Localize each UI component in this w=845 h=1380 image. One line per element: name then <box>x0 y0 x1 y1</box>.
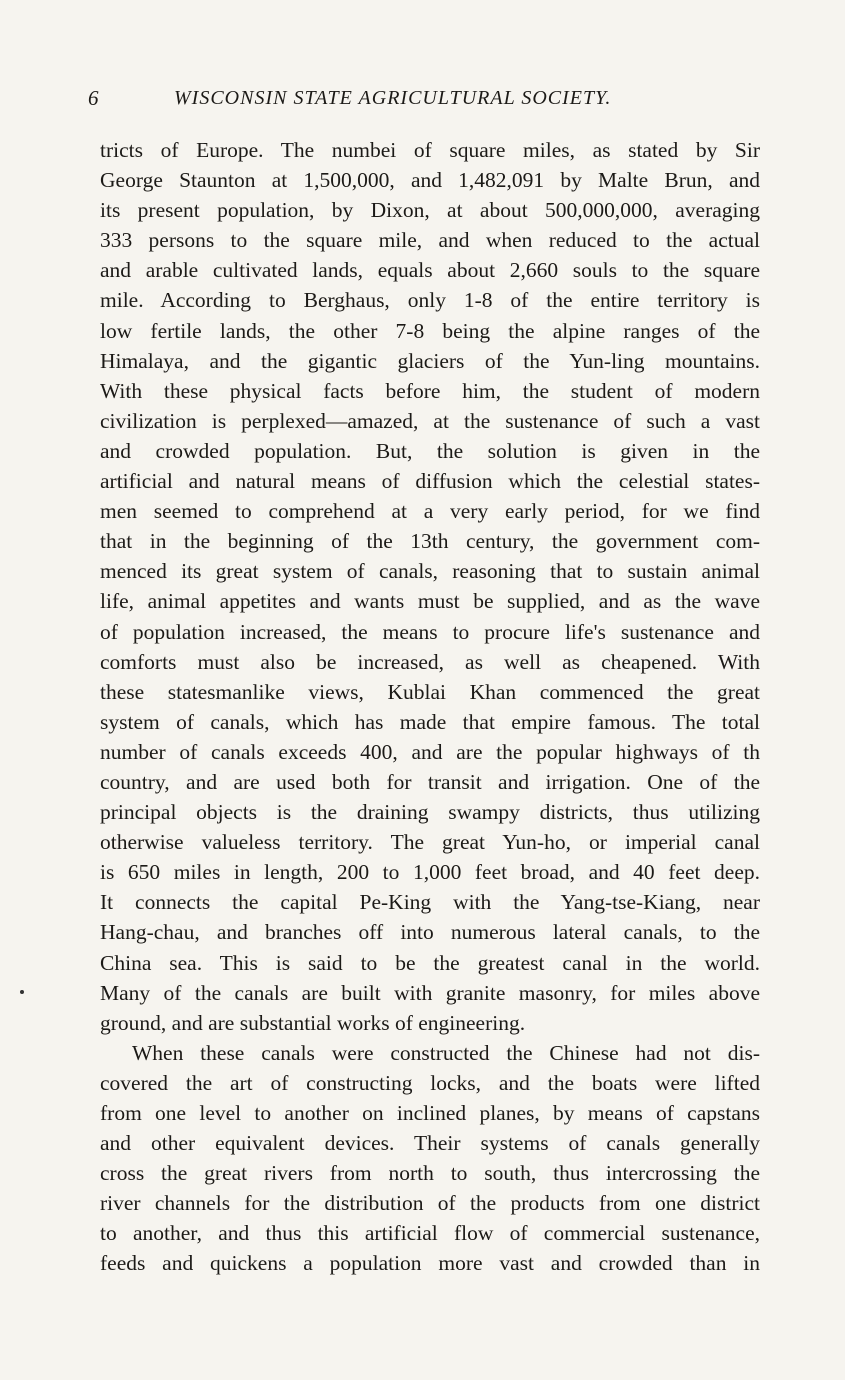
text-line: civilization is perplexed—amazed, at the sustenance of such a vast <box>100 408 760 433</box>
ink-speck <box>20 990 24 994</box>
text-line: from one level to another on inclined planes, by means of capstans <box>100 1101 760 1125</box>
text-line: 333 persons to the square mile, and when reduced to the actual <box>100 228 760 253</box>
text-line: its present population, by Dixon, at about 500,000,000, averaging <box>100 198 760 223</box>
text-line: Himalaya, and the gigantic glaciers of the Yun-ling mountains. <box>100 348 760 373</box>
text-line: feeds and quickens a population more vast and crowded than in <box>100 1251 760 1276</box>
running-title: WISCONSIN STATE AGRICULTURAL SOCIETY. <box>174 87 612 109</box>
text-line: tricts of Europe. The numbei of square miles, as stated by Sir <box>100 138 760 162</box>
text-line: these statesmanlike views, Kublai Khan commenced the great <box>100 679 760 704</box>
text-line: low fertile lands, the other 7-8 being the alpine ranges of the <box>100 318 760 343</box>
text-line: river channels for the distribution of the products from one district <box>100 1191 760 1216</box>
text-line: menced its great system of canals, reasoning that to sustain animal <box>100 559 760 584</box>
text-line: Many of the canals are built with granite masonry, for miles above <box>100 980 760 1005</box>
text-line: cross the great rivers from north to south, thus intercrossing the <box>100 1161 760 1186</box>
text-line: Hang-chau, and branches off into numerous lateral canals, to the <box>100 920 760 945</box>
text-line: men seemed to comprehend at a very early period, for we find <box>100 499 760 524</box>
text-line: system of canals, which has made that empire famous. The total <box>100 709 760 734</box>
text-line: and arable cultivated lands, equals about 2,660 souls to the square <box>100 258 760 283</box>
text-line: life, animal appetites and wants must be supplied, and as the wave <box>100 589 760 614</box>
text-line: otherwise valueless territory. The great Yun-ho, or imperial canal <box>100 830 760 855</box>
page-header <box>88 86 768 116</box>
text-line: With these physical facts before him, the student of modern <box>100 378 760 403</box>
text-line: number of canals exceeds 400, and are the popular highways of th <box>100 739 760 764</box>
page-number: 6 <box>88 86 100 110</box>
text-line: that in the beginning of the 13th century, the government com- <box>100 529 760 554</box>
text-line: and other equivalent devices. Their systems of canals generally <box>100 1131 760 1156</box>
text-line: When these canals were constructed the Chinese had not dis- <box>132 1040 760 1065</box>
text-line: George Staunton at 1,500,000, and 1,482,091 by Malte Brun, and <box>100 168 760 193</box>
text-line: covered the art of constructing locks, and the boats were lifted <box>100 1070 760 1095</box>
text-line: country, and are used both for transit and irrigation. One of the <box>100 769 760 794</box>
text-line: and crowded population. But, the solution is given in the <box>100 438 760 463</box>
text-line: principal objects is the draining swampy districts, thus utilizing <box>100 800 760 825</box>
text-line: comforts must also be increased, as well as cheapened. With <box>100 649 760 674</box>
text-line: of population increased, the means to procure life's sustenance and <box>100 619 760 644</box>
text-line: to another, and thus this artificial flow of commercial sustenance, <box>100 1221 760 1246</box>
text-line: China sea. This is said to be the greatest canal in the world. <box>100 950 760 975</box>
body-text <box>100 135 760 1279</box>
text-line: artificial and natural means of diffusion which the celestial states- <box>100 469 760 494</box>
text-line: It connects the capital Pe-King with the Yang-tse-Kiang, near <box>100 890 760 915</box>
text-line: ground, and are substantial works of engineering. <box>100 1010 526 1035</box>
text-line: is 650 miles in length, 200 to 1,000 feet broad, and 40 feet deep. <box>100 860 760 885</box>
text-line: mile. According to Berghaus, only 1-8 of the entire territory is <box>100 288 760 313</box>
